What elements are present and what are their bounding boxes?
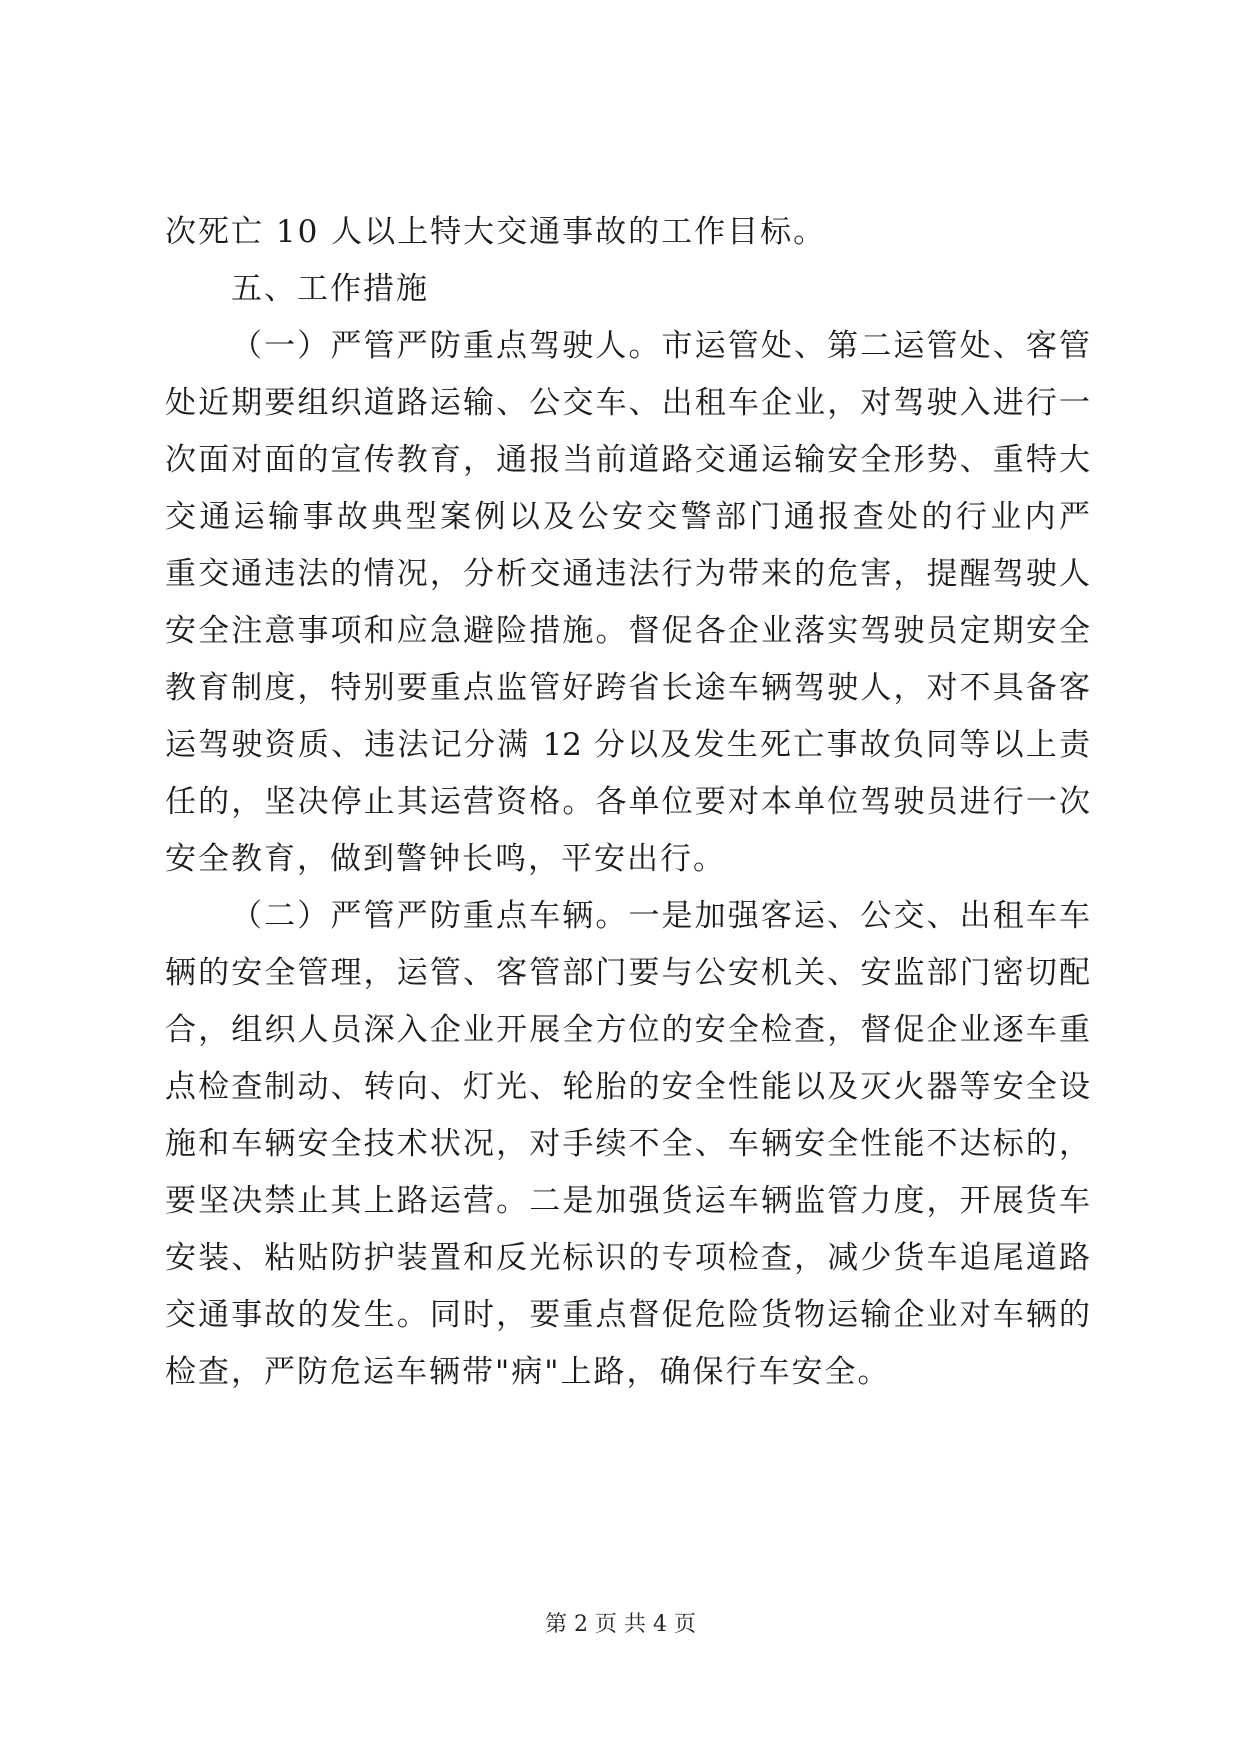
- paragraph-1-line: 重交通违法的情况，分析交通违法行为带来的危害，提醒驾驶人: [165, 556, 1090, 592]
- paragraph-2-line: 检查，严防危运车辆带"病"上路，确保行车安全。: [165, 1354, 891, 1390]
- paragraph-1-line: 运驾驶资质、违法记分满 12 分以及发生死亡事故负同等以上责: [165, 727, 1090, 763]
- paragraph-2-line: 施和车辆安全技术状况，对手续不全、车辆安全性能不达标的，: [165, 1126, 1090, 1162]
- paragraph-1-line: 处近期要组织道路运输、公交车、出租车企业，对驾驶入进行一: [165, 385, 1090, 421]
- paragraph-2-line: 辆的安全管理，运管、客管部门要与公安机关、安监部门密切配: [165, 955, 1090, 991]
- paragraph-1-line: 安全注意事项和应急避险措施。督促各企业落实驾驶员定期安全: [165, 613, 1090, 649]
- paragraph-2-line: 合，组织人员深入企业开展全方位的安全检查，督促企业逐车重: [165, 1012, 1090, 1048]
- paragraph-2-line: 点检查制动、转向、灯光、轮胎的安全性能以及灭火器等安全设: [165, 1069, 1090, 1105]
- paragraph-2-line: 安装、粘贴防护装置和反光标识的专项检查，减少货车追尾道路: [165, 1240, 1090, 1276]
- paragraph-2-line: 要坚决禁止其上路运营。二是加强货运车辆监管力度，开展货车: [165, 1183, 1090, 1219]
- text-line: 次死亡 10 人以上特大交通事故的工作目标。: [165, 214, 827, 250]
- section-heading: 五、工作措施: [231, 271, 429, 307]
- paragraph-1-line: 教育制度，特别要重点监管好跨省长途车辆驾驶人，对不具备客: [165, 670, 1090, 706]
- paragraph-1-line: 安全教育，做到警钟长鸣，平安出行。: [165, 841, 726, 877]
- paragraph-2-line: （二）严管严防重点车辆。一是加强客运、公交、出租车车: [231, 898, 1090, 934]
- page-number-footer: 第 2 页 共 4 页: [545, 1612, 696, 1637]
- paragraph-1-line: 次面对面的宣传教育，通报当前道路交通运输安全形势、重特大: [165, 442, 1090, 478]
- paragraph-2-line: 交通事故的发生。同时，要重点督促危险货物运输企业对车辆的: [165, 1297, 1090, 1333]
- paragraph-1-line: 任的，坚决停止其运营资格。各单位要对本单位驾驶员进行一次: [165, 784, 1090, 820]
- paragraph-1-line: （一）严管严防重点驾驶人。市运管处、第二运管处、客管: [231, 328, 1090, 364]
- paragraph-1-line: 交通运输事故典型案例以及公安交警部门通报查处的行业内严: [165, 499, 1090, 535]
